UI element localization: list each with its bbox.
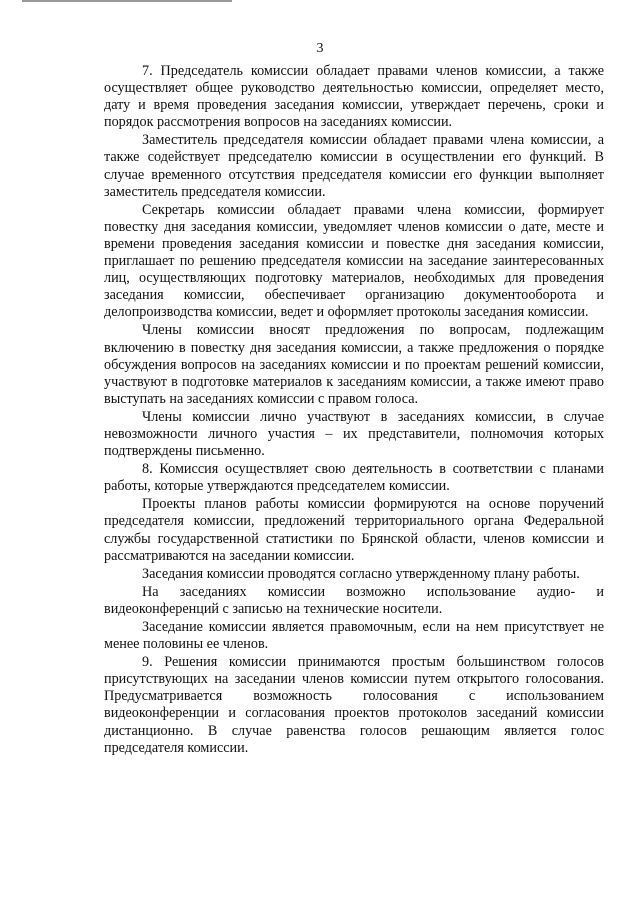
body-text	[104, 63, 604, 758]
paragraph-work-plans: 8. Комиссия осуществляет свою деятельность в соответствии с планами работы, которые утверждаются председателем комиссии.	[104, 461, 604, 495]
paragraph-plan-drafts: Проекты планов работы комиссии формируются на основе поручений председателя комиссии, предложений территориального органа Федеральной службы государственной статистики по Брянской области, членов комиссии и рассматриваются на заседании комиссии.	[104, 496, 604, 564]
paragraph-decisions: 9. Решения комиссии принимаются простым большинством голосов присутствующих на заседании членов комиссии путем открытого голосования. Предусматривается возможность голосования с использованием видеоконференции и согласования проектов протоколов заседаний комиссии дистанционно. В случае равенства голосов решающим является голос председателя комиссии.	[104, 654, 604, 756]
paragraph-conferencing: На заседаниях комиссии возможно использование аудио- и видеоконференций с записью на технические носители.	[104, 583, 604, 617]
top-edge-rule	[22, 0, 232, 2]
paragraph-secretary: Секретарь комиссии обладает правами члена комиссии, формирует повестку дня заседания комиссии, уведомляет членов комиссии о дате, месте и времени проведения заседания комиссии и повестке дня заседания комиссии, приглашает по решению председателя комиссии на заседание заинтересованных лиц, осуществляющих подготовку материалов, необходимых для проведения заседания комиссии, обеспечивает организацию документооборота и делопроизводства комиссии, ведет и оформляет протоколы заседания комиссии.	[104, 201, 604, 321]
paragraph-quorum: Заседание комиссии является правомочным, если на нем присутствует не менее половины ее членов.	[104, 619, 604, 653]
paragraph-deputy-chairman: Заместитель председателя комиссии обладает правами члена комиссии, а также содействует председателю комиссии в осуществлении его функций. В случае временного отсутствия председателя комиссии его функции выполняет заместитель председателя комиссии.	[104, 132, 604, 200]
paragraph-meeting-schedule: Заседания комиссии проводятся согласно утвержденному плану работы.	[142, 565, 580, 582]
paragraph-members-participation: Члены комиссии лично участвуют в заседаниях комиссии, в случае невозможности личного участия – их представители, полномочия которых подтверждены письменно.	[104, 408, 604, 460]
paragraph-members-proposals: Члены комиссии вносят предложения по вопросам, подлежащим включению в повестку дня заседания комиссии, а также предложения о порядке обсуждения вопросов на заседаниях комиссии и по проектам решений комиссии, участвуют в подготовке материалов к заседаниям комиссии, а также имеют право выступать на заседаниях комиссии с правом голоса.	[104, 322, 604, 407]
paragraph-chairman-rights: 7. Председатель комиссии обладает правами членов комиссии, а также осуществляет общее руководство деятельностью комиссии, определяет место, дату и время проведения заседания комиссии, утверждает перечень, сроки и порядок рассмотрения вопросов на заседаниях комиссии.	[104, 63, 604, 131]
page-number: 3	[316, 41, 324, 56]
